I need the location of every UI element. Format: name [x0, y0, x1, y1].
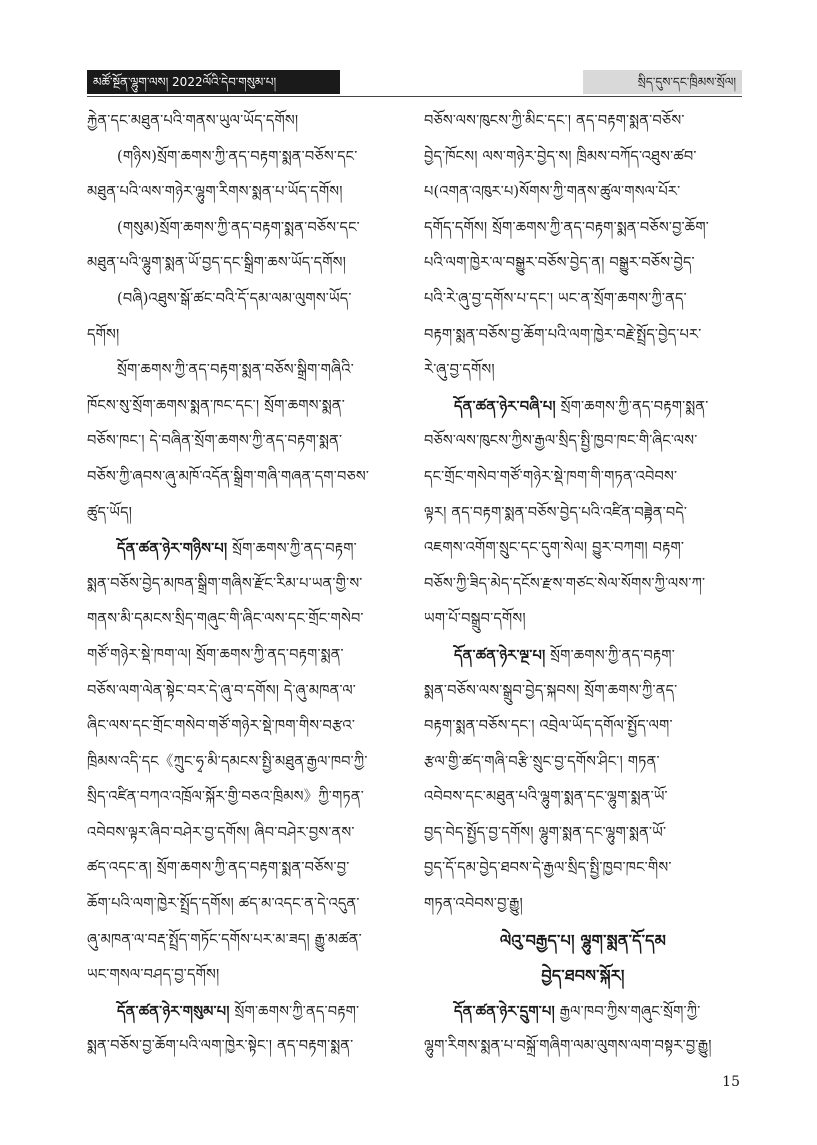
- section-label: དོན་ཚན་ཉེར་དྲུག་པ།: [454, 1002, 555, 1020]
- text-line: [424, 211, 742, 247]
- line-text: ཚད་འདང་ན། སྲོག་ཆགས་ཀྱི་ནད་བརྟག་སྨན་བཅོས་བྱ་: [87, 860, 350, 877]
- line-text: ཁྲིམས་འདི་དང《ཀྲུང་ཧྭ་མི་དམངས་སྤྱི་མཐུན་རྒྱལ་ཁབ་ཀྱི་: [87, 753, 368, 770]
- text-line: [424, 353, 742, 389]
- text-line: [87, 460, 405, 496]
- chapter-heading: བྱེད་ཐབས་སྐོར།: [541, 966, 625, 986]
- text-line: [87, 923, 405, 959]
- line-text: སྲིད་འཛིན་བཀའ་འཁྲོལ་སྐོར་གྱི་བཅའ་ཁྲིམས》ཀྱི་གཏན་: [87, 789, 364, 806]
- text-line: [87, 140, 405, 176]
- line-text: རྒྱལ་ཁབ་ཀྱིས་གཞུང་སྲོག་ཀྱི་: [554, 1003, 701, 1020]
- text-line: [424, 780, 742, 816]
- text-line: [424, 389, 742, 425]
- section-label: དོན་ཚན་ཉེར་བཞི་པ།: [454, 397, 556, 415]
- line-text: པའི་ལག་ཁྱེར་ལ་བསྒྱུར་བཅོས་བྱེད་ན། བསྒྱུར་བཅོས་བྱེད་: [424, 255, 695, 272]
- line-text: དགོད་དགོས། སྲོག་ཆགས་ཀྱི་ནད་བརྟག་སྨན་བཅོས་བྱ་ཆོག་: [424, 219, 709, 236]
- text-line: [87, 674, 405, 710]
- text-line: [424, 531, 742, 567]
- text-line: [424, 745, 742, 781]
- text-line: [87, 602, 405, 638]
- line-text: བཅོས་ཁང་། དེ་བཞིན་སྲོག་ཆགས་ཀྱི་ནད་བརྟག་སྨན་: [87, 433, 343, 450]
- text-line: [424, 994, 742, 1030]
- line-text: གནས་མི་དམངས་སྲིད་གཞུང་གི་ཞིང་ལས་དང་གྲོང་གསེབ་: [87, 611, 364, 628]
- line-text: སྲོག་ཆགས་ཀྱི་ནད་བརྟག་: [545, 647, 675, 664]
- line-text: འཇགས་འགོག་སྲུང་དང་དུག་སེལ། བྱུར་བཀག། བརྟག་: [424, 540, 685, 557]
- text-line: [424, 282, 742, 318]
- text-line: [424, 496, 742, 532]
- text-line: [87, 353, 405, 389]
- chapter-heading: ལེའུ་བརྒྱད་པ། ལྷུག་སྨན་དོ་དམ: [499, 930, 667, 950]
- line-text: བཅོས་ལས་ཁུངས་ཀྱིས་རྒྱལ་སྲིད་སྤྱི་ཁྱབ་ཁང་གི་ཞིང་ལས་: [424, 433, 698, 450]
- line-text: བཅོས་ཀྱི་ཞབས་ཞུ་མཁོ་འདོན་སྒྲིག་གཞི་གཞན་དག་བཅས་: [87, 468, 370, 485]
- text-line: [424, 602, 742, 638]
- line-text: ལྷུག་རིགས་སྨན་པ་བསྐྲོ་གཞིག་ལམ་ལུགས་ལག་བསྟར་བྱ་རྒྱུ།: [424, 1038, 712, 1055]
- line-text: སྲོག་ཆགས་ཀྱི་ནད་བརྟག་སྨན་: [555, 398, 709, 415]
- line-text: རྐྱེན་དང་མཐུན་པའི་གནས་ཡུལ་ཡོད་དགོས།: [87, 113, 299, 129]
- text-line: [87, 745, 405, 781]
- line-text: བྱེད་ཁོངས། ལས་གཉེར་བྱེད་ས། ཁྲིམས་བཀོད་འཐུས་ཚབ་: [424, 148, 697, 165]
- line-text: འབེབས་ལྟར་ཞིབ་བཤེར་བྱ་དགོས། ཞིབ་བཤེར་བྱས་ནས་: [87, 824, 355, 841]
- section-label: དོན་ཚན་ཉེར་གསུམ་པ།: [117, 1002, 230, 1020]
- text-line: [87, 1029, 405, 1065]
- text-line: [87, 424, 405, 460]
- text-line: [87, 709, 405, 745]
- text-line: [87, 531, 405, 567]
- text-line: [87, 958, 405, 994]
- text-line: [424, 175, 742, 211]
- line-text: སྲོག་ཆགས་ཀྱི་ནད་བརྟག་སྨན་བཅོས་སྒྲིག་གཞིའི་: [117, 362, 354, 379]
- line-text: བཅོས་ལག་ལེན་སྟེང་བར་དེ་ཞུ་བ་དགོས། དེ་ཞུ་མཁན་ལ་: [87, 682, 357, 699]
- text-line: [87, 318, 405, 354]
- text-line: [424, 638, 742, 674]
- line-text: དགོས།: [87, 326, 120, 343]
- text-line: [424, 1029, 742, 1065]
- line-text: རྩལ་གྱི་ཚད་གཞི་བརྩི་སྲུང་བྱ་དགོས་ཤིང་། གཏན་: [424, 753, 660, 770]
- text-line: [87, 175, 405, 211]
- text-line: [87, 780, 405, 816]
- text-line: [87, 211, 405, 247]
- text-line: [424, 674, 742, 710]
- journal-title-banner: མཚོ་སྔོན་ལྷུག་ལས། 2022ལོའི་དེབ་གསུམ་པ།: [87, 70, 340, 94]
- line-text: ཚུད་ཡོད།: [87, 504, 133, 521]
- line-text: (བཞི)འཐུས་སྒོ་ཚང་བའི་དོ་དམ་ལམ་ལུགས་ཡོད་: [117, 290, 352, 307]
- line-text: གཙོ་གཉེར་སྡེ་ཁག་ལ། སྲོག་ཆགས་ཀྱི་ནད་བརྟག་སྨན་: [87, 646, 344, 663]
- text-line: [424, 460, 742, 496]
- text-line: [87, 282, 405, 318]
- line-text: པའི་རེ་ཞུ་བྱ་དགོས་པ་དང་། ཡང་ན་སྲོག་ཆགས་ཀྱི་ནད་: [424, 290, 687, 307]
- line-text: འབེབས་དང་མཐུན་པའི་ལྷུག་སྨན་དང་ལྷུག་སྨན་ཡོ་: [424, 789, 668, 806]
- line-text: ཁོངས་སུ་སྲོག་ཆགས་སྨན་ཁང་དང་། སྲོག་ཆགས་སྨན་: [87, 397, 345, 414]
- line-text: ཡང་གསལ་བཤད་བྱ་དགོས།: [87, 967, 220, 984]
- line-text: བརྟག་སྨན་བཅོས་བྱ་ཆོག་པའི་ལག་ཁྱེར་བརྗེ་སྤྲོད་བྱེད་པར་: [424, 326, 702, 343]
- text-line: [424, 887, 742, 923]
- section-label: དོན་ཚན་ཉེར་གཉིས་པ།: [117, 540, 228, 558]
- line-text: བཅོས་ཀྱི་ཟིད་མེད་དངོས་རྫས་གཙང་སེལ་སོགས་ཀྱི་ལས་ཀ་: [424, 575, 706, 592]
- line-text: ཡག་པོ་བསྒྲུབ་དགོས།: [424, 611, 526, 628]
- text-line: [87, 389, 405, 425]
- line-text: བཅོས་ལས་ཁུངས་ཀྱི་མིང་དང་། ནད་བརྟག་སྨན་བཅོས་: [424, 113, 685, 129]
- text-line: [424, 246, 742, 282]
- text-line: [87, 994, 405, 1030]
- line-text: མཐུན་པའི་ལས་གཉེར་ལྷུག་རིགས་སྨན་པ་ཡོད་དགོས།: [87, 184, 343, 201]
- text-line: [424, 851, 742, 887]
- line-text: སྲོག་ཆགས་ཀྱི་ནད་བརྟག་: [227, 541, 357, 558]
- line-text: སྨན་བཅོས་བྱ་ཆོག་པའི་ལག་ཁྱེར་སྟེང་། ནད་བརྟག་སྨན་: [87, 1038, 354, 1055]
- text-line: [424, 140, 742, 176]
- text-line: [87, 567, 405, 603]
- section-label: དོན་ཚན་ཉེར་ལྔ་པ།: [454, 646, 546, 664]
- text-line: [87, 496, 405, 532]
- text-line: [87, 246, 405, 282]
- text-line: [87, 887, 405, 923]
- line-text: ལྟར། ནད་བརྟག་སྨན་བཅོས་བྱེད་པའི་འཛིན་བཟྟེན་བདེ་: [424, 504, 688, 521]
- line-text: དང་གྲོང་གསེབ་གཙོ་གཉེར་སྡེ་ཁག་གི་གཏན་འབེབས་: [424, 468, 678, 485]
- line-text: བྱད་བེད་སྤྱོད་བྱ་དགོས། ལྷུག་སྨན་དང་ལྷུག་སྨན་ཡོ་: [424, 824, 667, 841]
- line-text: བྱད་དོ་དམ་བྱེད་ཐབས་དེ་རྒྱལ་སྲིད་སྤྱི་ཁྱབ་ཁང་གིས་: [424, 860, 672, 877]
- line-text: བརྟག་སྨན་བཅོས་དང་། འབྲེལ་ཡོད་དགོལ་སྤྱོད་ལག་: [424, 718, 673, 735]
- line-text: གཏན་འབེབས་བྱ་རྒྱུ།: [424, 896, 523, 913]
- line-text: སྨན་བཅོས་བྱེད་མཁན་སྒྲིག་གཞིས་རྫོང་རིམ་པ་ཡན་གྱི་ས་: [87, 575, 363, 592]
- text-line: [87, 851, 405, 887]
- page-number: 15: [722, 1074, 740, 1090]
- line-text: སྲོག་ཆགས་ཀྱི་ནད་བརྟག་: [229, 1003, 360, 1020]
- header-rule: [87, 96, 742, 97]
- right-column: [424, 104, 742, 1065]
- line-text: ཞིང་ལས་དང་གྲོང་གསེབ་གཙོ་གཉེར་སྡེ་ཁག་གིས་བརྩའ་: [87, 718, 356, 735]
- text-line: [87, 638, 405, 674]
- line-text: ཆོག་པའི་ལག་ཁྱེར་སྤྲོད་དགོས། ཚད་མ་འདང་ན་དེ་འདུན་: [87, 896, 360, 913]
- text-line: [424, 424, 742, 460]
- line-text: (གཉིས)སྲོག་ཆགས་ཀྱི་ནད་བརྟག་སྨན་བཅོས་དང་: [117, 148, 358, 165]
- text-line: [87, 816, 405, 852]
- line-text: ཞུ་མཁན་ལ་བརྡ་སྤྲོད་གཏོང་དགོས་པར་མ་ཟད། རྒྱུ་མཚན་: [87, 931, 362, 948]
- section-title-banner: སྲིད་དུས་དང་ཁྲིམས་སྲོལ།: [583, 70, 742, 94]
- text-line: [424, 709, 742, 745]
- line-text: རེ་ཞུ་བྱ་དགོས།: [424, 362, 495, 379]
- text-line: [424, 567, 742, 603]
- text-line: [424, 318, 742, 354]
- text-line: [424, 816, 742, 852]
- left-column: [87, 104, 405, 1065]
- line-text: མཐུན་པའི་ལྷུག་སྨན་ཡོ་བྱད་དང་སྒྲིག་ཆས་ཡོད་དགོས།: [87, 255, 347, 272]
- line-text: པ(འགན་འཁུར་པ)སོགས་ཀྱི་གནས་ཚུལ་གསལ་པོར་: [424, 184, 681, 201]
- text-line: [87, 104, 405, 140]
- line-text: (གསུམ)སྲོག་ཆགས་ཀྱི་ནད་བརྟག་སྨན་བཅོས་དང་: [117, 219, 360, 236]
- text-line: [424, 104, 742, 140]
- line-text: སྨན་བཅོས་ལས་སྒྲུབ་བྱེད་སྐབས། སྲོག་ཆགས་ཀྱི་ནད་: [424, 682, 678, 699]
